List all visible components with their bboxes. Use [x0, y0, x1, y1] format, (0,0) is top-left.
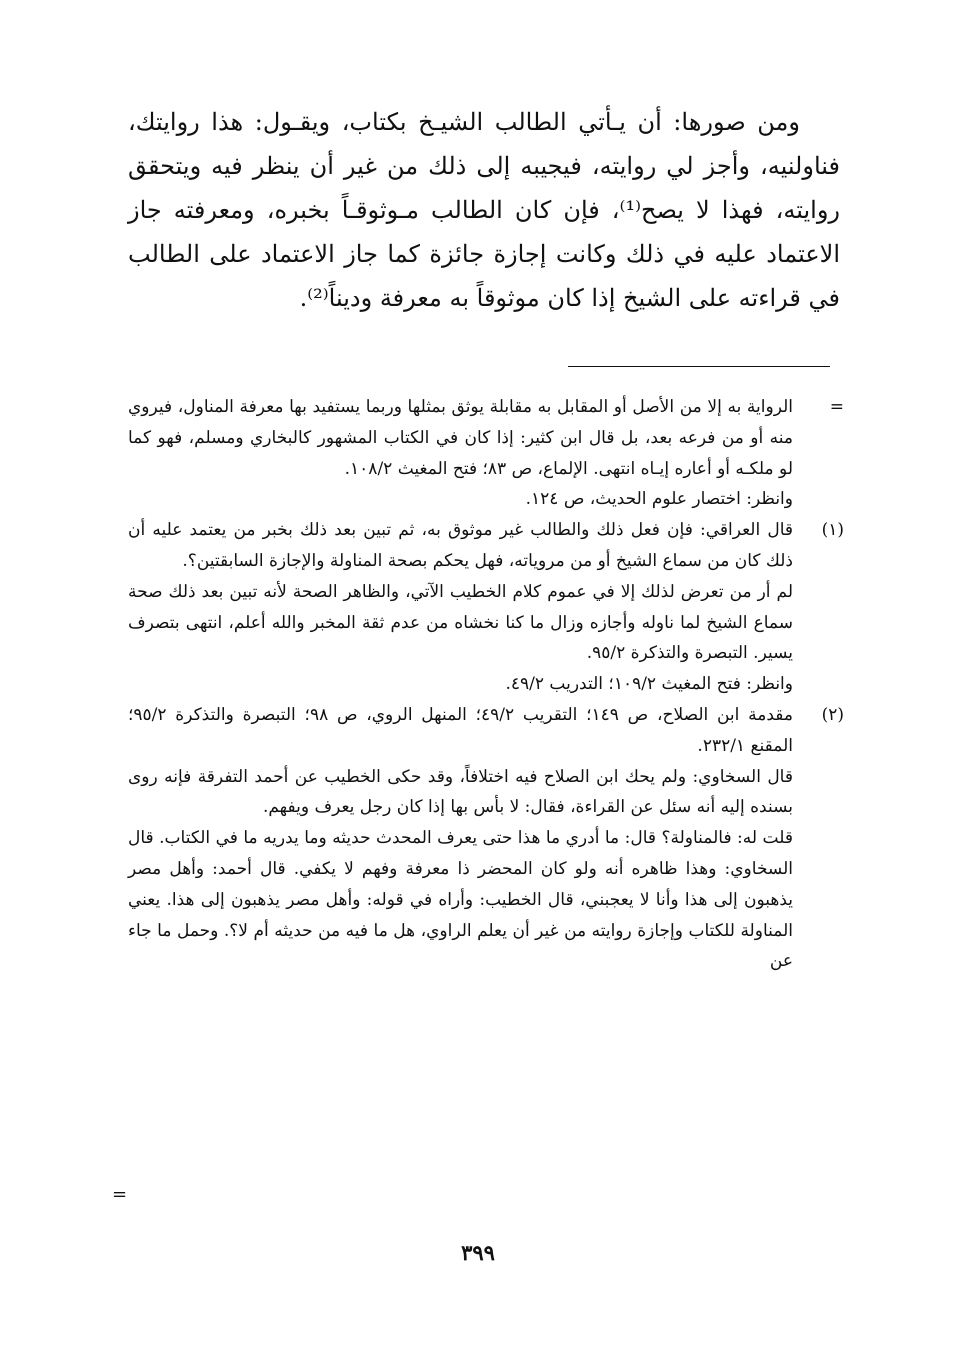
main-text-body: ومن صورها: أن يـأتي الطالب الشيـخ بكتاب، ويقـول: هذا روايتك، فناولنيه، وأجز لي روايته، فيجيبه إلى ذلك من غير أن ينظر فيه ويتحقق روايته، فهذا لا يصح⁽¹⁾، فإن كان الطالب مـوثوقـاً بخبره، ومعرفته جاز الاعتماد عليه في ذلك وكانت إجازة جائزة كما جاز الاعتماد على الطالب في قراءته على الشيخ إذا كان موثوقاً به معرفة وديناً⁽²⁾.	[128, 108, 840, 312]
footnote-paragraph: قال السخاوي: ولم يحك ابن الصلاح فيه اختلافاً، وقد حكى الخطيب عن أحمد التفرقة فإنه روى بسنده إليه أنه سئل عن القراءة، فقال: لا بأس بها إذا كان رجل يعرف ويفهم.	[128, 766, 793, 818]
footnote-paragraph: مقدمة ابن الصلاح، ص ١٤٩؛ التقريب ٤٩/٢؛ المنهل الروي، ص ٩٨؛ التبصرة والتذكرة ٩٥/٢؛ المقنع ٢٣٢/١.	[128, 704, 793, 756]
footnote-1	[128, 515, 848, 700]
footnote-paragraph: لم أر من تعرض لذلك إلا في عموم كلام الخطيب الآتي، والظاهر الصحة لأنه تبين بعد ذلك صحة سماع الشيخ لما ناوله وأجازه وزال ما كنا نخشاه من عدم ثقة المخبر والله أعلم، انتهى بتصرف يسير. التبصرة والتذكرة ٩٥/٢.	[128, 581, 793, 664]
page-number: ٣٩٩	[461, 1240, 495, 1265]
footnote-continued	[128, 392, 848, 515]
footnote-paragraph: الرواية به إلا من الأصل أو المقابل به مقابلة يوثق بمثلها وربما يستفيد بها معرفة المناول، فيروي منه أو من فرعه بعد، بل قال ابن كثير: إذا كان في الكتاب المشهور كالبخاري ومسلم، فهو كما لو ملكـه أو أعاره إيـاه انتهى. الإلماع، ص ٨٣؛ فتح المغيث ١٠٨/٢.	[128, 397, 793, 479]
footnotes	[128, 392, 848, 977]
footnote-paragraph: قال العراقي: فإن فعل ذلك والطالب غير موثوق به، ثم تبين بعد ذلك بخبر من يعتمد عليه أن ذلك كان من سماع الشيخ أو من مروياته، فهل يحكم بصحة المناولة والإجازة السابقتين؟.	[128, 520, 793, 571]
footnote-paragraph: قلت له: فالمناولة؟ قال: ما أدري ما هذا حتى يعرف المحدث حديثه وما يدريه ما في الكتاب. قال السخاوي: وهذا ظاهره أنه ولو كان المحضر ذا معرفة وفهم لا يكفي. قال أحمد: وأهل مصر يذهبون إلى هذا وأنا لا يعجبني، قال الخطيب: وأراه في قوله: وأهل مصر يذهبون إلى هذا. يعني المناولة للكتاب وإجازة روايته من غير أن يعلم الراوي، هل ما فيه من حديثه أم لا؟. وحمل ما جاء عن	[128, 828, 793, 972]
continuation-mark: =	[112, 1184, 128, 1205]
footnote-marker: (٢)	[821, 704, 844, 725]
footnote-paragraph: وانظر: فتح المغيث ١٠٩/٢؛ التدريب ٤٩/٢.	[505, 674, 793, 695]
footnote-paragraph: وانظر: اختصار علوم الحديث، ص ١٢٤.	[525, 489, 793, 510]
footnote-marker: =	[829, 397, 844, 417]
footnote-separator	[568, 366, 830, 367]
footnote-2	[128, 700, 848, 977]
main-text	[128, 100, 840, 320]
footnote-marker: (١)	[821, 520, 844, 541]
